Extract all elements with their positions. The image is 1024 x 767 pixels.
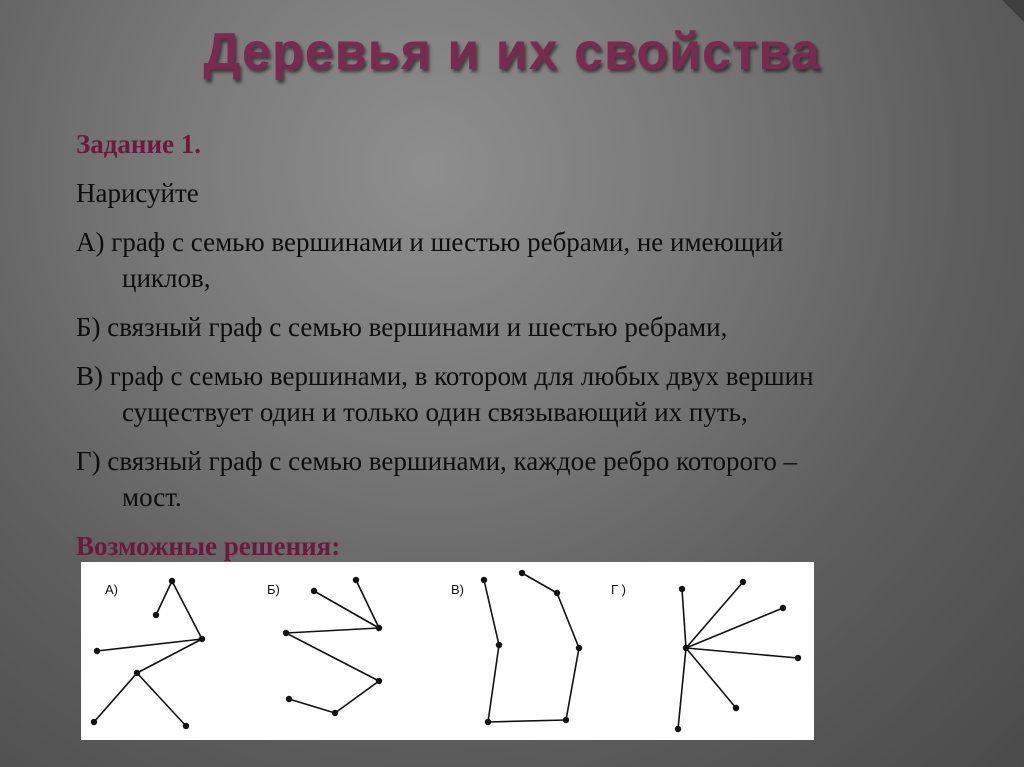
graph-b-label: Б)	[267, 582, 280, 597]
task-item-a-continuation: циклов,	[122, 263, 211, 293]
graphs-drawing	[81, 562, 814, 740]
task-item-a: А) граф с семью вершинами и шестью ребрами, не имеющий	[76, 227, 784, 257]
task-heading: Задание 1.	[76, 129, 202, 159]
slide-body	[76, 126, 956, 564]
graph-a	[94, 581, 202, 726]
task-item-v: В) граф с семью вершинами, в котором для любых двух вершин	[76, 361, 814, 391]
task-item-v-continuation: существует один и только один связывающий их путь,	[122, 397, 748, 427]
graph-g-label: Г )	[611, 582, 626, 597]
graph-b	[286, 580, 379, 713]
corner-decoration	[1002, 0, 1024, 22]
slide-title: Деревья и их свойства	[203, 23, 821, 81]
solutions-label: Возможные решения:	[76, 531, 341, 561]
solutions-figure	[81, 562, 814, 740]
task-item-b: Б) связный граф с семью вершинами и шестью ребрами,	[76, 312, 728, 342]
graph-a-label: А)	[105, 582, 118, 597]
task-item-g: Г) связный граф с семью вершинами, каждое ребро которого –	[76, 446, 798, 476]
task-intro: Нарисуйте	[76, 178, 199, 208]
task-item-g-continuation: мост.	[122, 482, 182, 512]
graph-v-label: В)	[451, 582, 464, 597]
